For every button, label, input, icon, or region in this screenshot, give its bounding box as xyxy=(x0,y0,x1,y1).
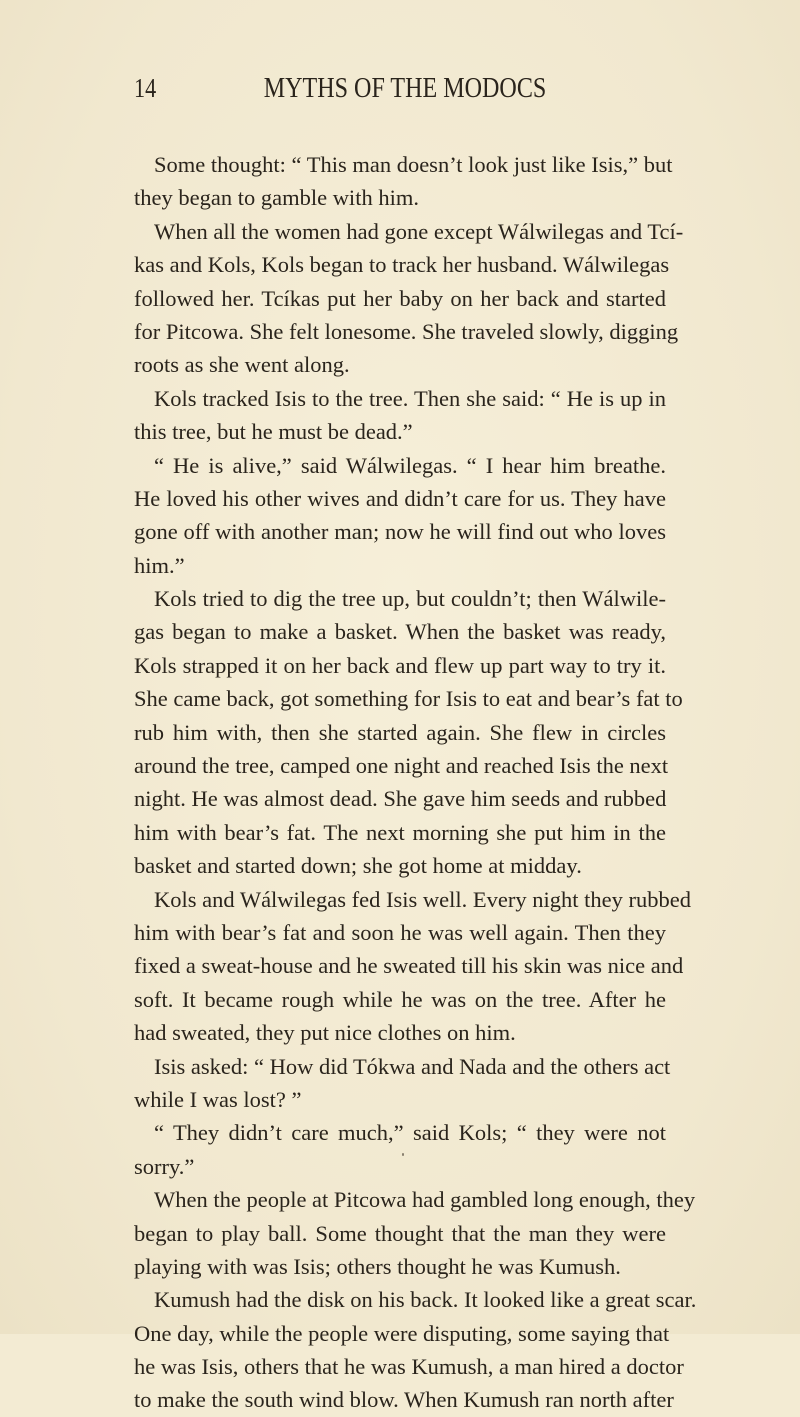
text-line: One day, while the people were disputing, some saying that xyxy=(134,1320,670,1346)
page-number: 14 xyxy=(134,73,157,103)
text-line: gas began to make a basket. When the basket was ready, xyxy=(134,619,666,645)
text-line: basket and started down; she got home at midday. xyxy=(134,853,582,879)
running-head xyxy=(134,73,664,113)
paper-speck xyxy=(402,1153,404,1156)
text-line: “ He is alive,” said Wálwilegas. “ I hear him breathe. xyxy=(154,452,666,478)
text-line: She came back, got something for Isis to eat and bear’s fat to xyxy=(134,686,683,712)
text-line: “ They didn’t care much,” said Kols; “ they were not xyxy=(154,1120,666,1146)
text-line: night. He was almost dead. She gave him seeds and rubbed xyxy=(134,786,667,812)
text-line: Isis asked: “ How did Tókwa and Nada and the others act xyxy=(154,1053,671,1079)
text-line: him.” xyxy=(134,552,185,578)
text-line: they began to gamble with him. xyxy=(134,185,419,211)
text-line: soft. It became rough while he was on the tree. After he xyxy=(134,986,666,1012)
text-line: Kols tracked Isis to the tree. Then she said: “ He is up in xyxy=(154,385,666,411)
text-line: sorry.” xyxy=(134,1153,195,1179)
text-line: to make the south wind blow. When Kumush ran north after xyxy=(134,1387,674,1413)
text-line: He loved his other wives and didn’t care for us. They have xyxy=(134,485,666,511)
text-line: Kols tried to dig the tree up, but couldn’t; then Wálwile- xyxy=(154,586,666,612)
running-title: MYTHS OF THE MODOCS xyxy=(263,73,547,104)
text-line: this tree, but he must be dead.” xyxy=(134,419,413,445)
text-line: rub him with, then she started again. She flew in circles xyxy=(134,719,666,745)
text-line: When the people at Pitcowa had gambled long enough, they xyxy=(154,1187,696,1213)
text-line: fixed a sweat-house and he sweated till his skin was nice and xyxy=(134,953,684,979)
text-line: playing with was Isis; others thought he was Kumush. xyxy=(134,1253,621,1279)
text-line: gone off with another man; now he will find out who loves xyxy=(134,519,666,545)
text-line: Kols and Wálwilegas fed Isis well. Every night they rubbed xyxy=(154,886,691,912)
text-line: him with bear’s fat. The next morning she put him in the xyxy=(134,819,666,845)
text-line: Some thought: “ This man doesn’t look just like Isis,” but xyxy=(154,152,673,177)
text-line: him with bear’s fat and soon he was well again. Then they xyxy=(134,919,666,945)
text-line: When all the women had gone except Wálwilegas and Tcí- xyxy=(154,218,684,244)
text-line: roots as she went along. xyxy=(134,352,350,378)
body-text xyxy=(134,148,697,1417)
text-line: had sweated, they put nice clothes on him. xyxy=(134,1020,516,1046)
text-line: while I was lost? ” xyxy=(134,1086,302,1112)
text-line: Kols strapped it on her back and flew up part way to try it. xyxy=(134,652,666,678)
text-line: around the tree, camped one night and reached Isis the next xyxy=(134,753,669,779)
text-line: followed her. Tcíkas put her baby on her back and started xyxy=(134,285,666,311)
text-line: Kumush had the disk on his back. It looked like a great scar. xyxy=(154,1287,697,1313)
text-line: kas and Kols, Kols began to track her husband. Wálwilegas xyxy=(134,252,670,278)
text-line: for Pitcowa. She felt lonesome. She traveled slowly, digging xyxy=(134,318,679,344)
text-line: he was Isis, others that he was Kumush, a man hired a doctor xyxy=(134,1354,684,1380)
text-line: began to play ball. Some thought that the man they were xyxy=(134,1220,666,1246)
